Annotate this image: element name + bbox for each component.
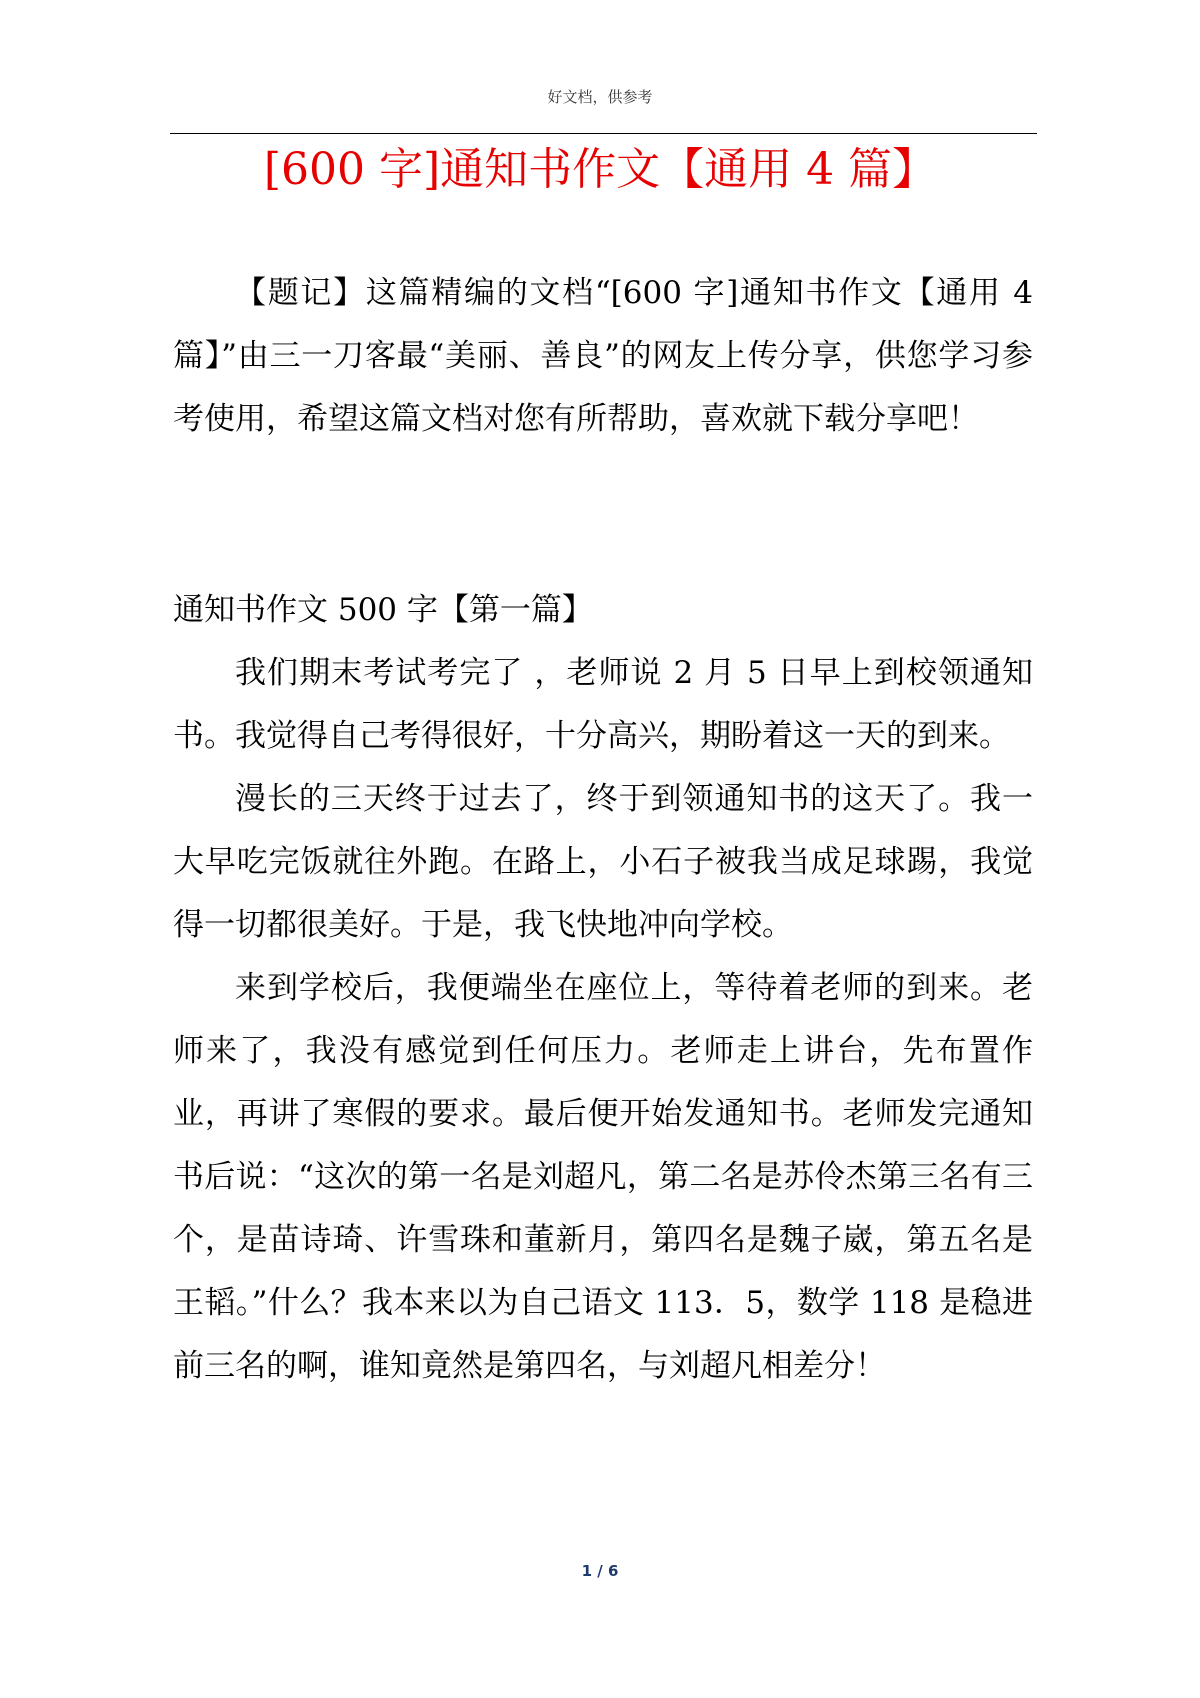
body-paragraph: 来到学校后，我便端坐在座位上，等待着老师的到来。老师来了，我没有感觉到任何压力。老师走上讲台，先布置作业，再讲了寒假的要求。最后便开始发通知书。老师发完通知书后说：“这次的第一名是刘超凡，第二名是苏伶杰第三名有三个，是苗诗琦、许雪珠和董新月，第四名是魏子崴，第五名是王韬。”什么？我本来以为自己语文 113．5，数学 118 是稳进前三名的啊，谁知竟然是第四名，与刘超凡相差分！ bbox=[173, 970, 1033, 1384]
header-note: 好文档，供参考 bbox=[547, 88, 653, 106]
intro-block bbox=[173, 262, 1033, 451]
intro-paragraph: 【题记】这篇精编的文档“[600 字]通知书作文【通用 4 篇】”由三一刀客最“美丽、善良”的网友上传分享，供您学习参考使用，希望这篇文档对您有所帮助，喜欢就下载分享吧！ bbox=[173, 275, 1033, 437]
section-heading: 通知书作文 500 字【第一篇】 bbox=[173, 592, 593, 628]
document-title: [600 字]通知书作文【通用 4 篇】 bbox=[263, 144, 937, 195]
header-divider bbox=[170, 133, 1037, 134]
body-paragraph: 漫长的三天终于过去了，终于到领通知书的这天了。我一大早吃完饭就往外跑。在路上，小石子被我当成足球踢，我觉得一切都很美好。于是，我飞快地冲向学校。 bbox=[173, 781, 1033, 943]
body-paragraph: 我们期末考试考完了 ，老师说 2 月 5 日早上到校领通知书。我觉得自己考得很好，十分高兴，期盼着这一天的到来。 bbox=[173, 655, 1033, 754]
section-block bbox=[173, 579, 1033, 1398]
page-number: 1 / 6 bbox=[581, 1562, 619, 1580]
